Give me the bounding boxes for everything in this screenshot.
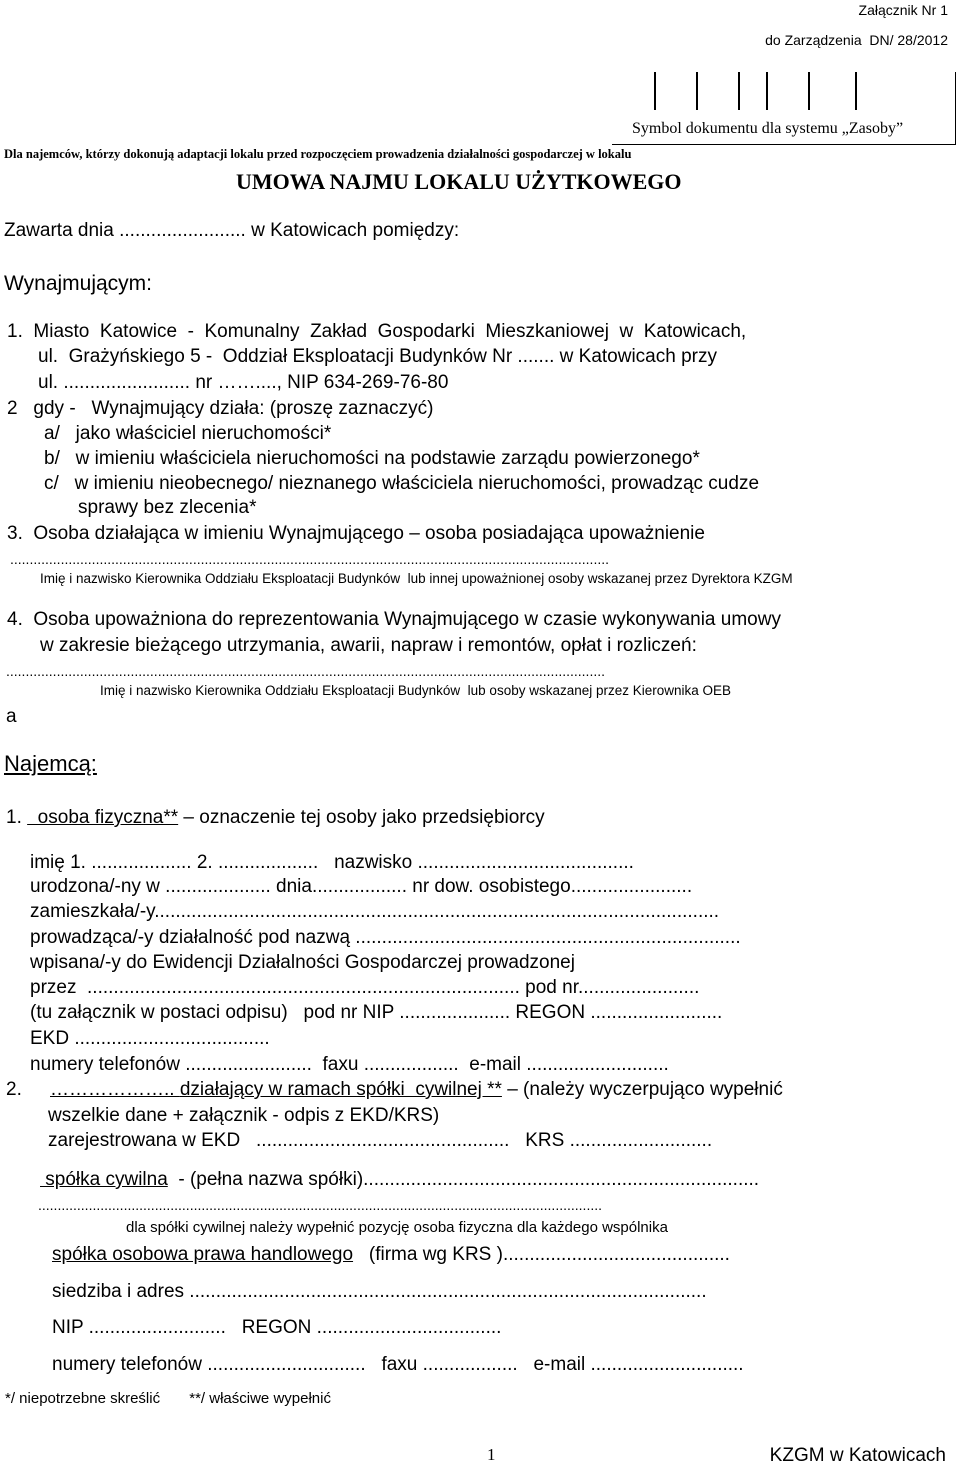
footer-organization: KZGM w Katowicach (769, 1445, 946, 1466)
landlord-option-a: a/ jako właściciel nieruchomości* (44, 423, 332, 444)
civil-partnership-note: dla spółki cywilnej należy wypełnić pozycję osoba fizyczna dla każdego wspólnika (126, 1219, 668, 1236)
tenant-point-2: ……………….. działający w ramach spółki cywilnej ** – (należy wyczerpująco wypełnić (50, 1079, 783, 1100)
landlord-line-6-cont: w zakresie bieżącego utrzymania, awarii, napraw i remontów, opłat i rozliczeń: (40, 635, 697, 656)
regulation-reference: do Zarządzenia DN/ 28/2012 (765, 32, 948, 48)
landlord-line-5: 3. Osoba działająca w imieniu Wynajmującego – osoba posiadająca upoważnienie (7, 523, 705, 544)
attachment-number: Załącznik Nr 1 (858, 2, 948, 18)
field-nip-regon: (tu załącznik w postaci odpisu) pod nr NIP ..................... REGON ......................... (30, 1002, 723, 1023)
field-ekd-krs: zarejestrowana w EKD ................................................ KRS ........................... (48, 1130, 713, 1151)
footnotes: */ niepotrzebne skreślić **/ właściwe wypełnić (5, 1390, 331, 1407)
document-symbol-label: Symbol dokumentu dla systemu „Zasoby” (632, 120, 904, 137)
caption-representative: Imię i nazwisko Kierownika Oddziału Eksploatacji Budynków lub osoby wskazanej przez Kierownika OEB (100, 683, 732, 698)
field-registry: wpisana/-y do Ewidencji Działalności Gospodarczej prowadzonej (30, 952, 575, 973)
commercial-partnership-line: spółka osobowa prawa handlowego (firma wg KRS )........................................... (52, 1244, 730, 1265)
landlord-line-4: 2 gdy - Wynajmujący działa: (proszę zaznaczyć) (7, 398, 434, 419)
field-ekd: EKD ..................................... (30, 1028, 270, 1049)
field-residence: zamieszkała/-y........................................................................................................... (30, 901, 720, 922)
field-name: imię 1. ................... 2. ................... nazwisko ......................................... (30, 852, 634, 873)
field-contacts-2: numery telefonów .............................. faxu .................. e-mail ............................. (52, 1354, 744, 1375)
caption-authorized-person: Imię i nazwisko Kierownika Oddziału Eksploatacji Budynków lub innej upoważnionej osoby wskazanej przez Dyrektora KZGM (40, 571, 793, 586)
field-registry-by: przez .................................................................................. pod nr....................... (30, 977, 700, 998)
tenant-point-2-num: 2. (6, 1079, 22, 1100)
field-birth: urodzona/-ny w .................... dnia.................. nr dow. osobistego....................... (30, 876, 693, 897)
conjunction-and: a (6, 706, 17, 727)
tenant-note: Dla najemców, którzy dokonują adaptacji lokalu przed rozpoczęciem prowadzenia działalności gospodarczej w lokalu (4, 147, 632, 161)
page-number: 1 (487, 1445, 496, 1464)
tenant-point-1: 1. osoba fizyczna** – oznaczenie tej osoby jako przedsiębiorcy (6, 807, 545, 828)
landlord-heading: Wynajmującym: (4, 272, 153, 295)
landlord-line-6: 4. Osoba upoważniona do reprezentowania Wynajmującego w czasie wykonywania umowy (7, 609, 781, 630)
landlord-option-b: b/ w imieniu właściciela nieruchomości na podstawie zarządu powierzonego* (44, 448, 700, 469)
dotted-line: .......................................................................................................................................................... (10, 552, 610, 566)
landlord-line-1: 1. Miasto Katowice - Komunalny Zakład Gospodarki Mieszkaniowej w Katowicach, (7, 321, 747, 342)
tenant-point-2-cont: wszelkie dane + załącznik - odpis z EKD/KRS) (48, 1105, 440, 1126)
landlord-option-c: c/ w imieniu nieobecnego/ nieznanego właściciela nieruchomości, prowadząc cudze (44, 473, 760, 494)
concluded-line: Zawarta dnia ........................ w Katowicach pomiędzy: (4, 220, 460, 241)
page-title: UMOWA NAJMU LOKALU UŻYTKOWEGO (236, 169, 682, 194)
tenant-heading: Najemcą: (4, 751, 97, 776)
landlord-line-3: ul. ........................ nr ……...., NIP 634-269-76-80 (38, 372, 449, 393)
dotted-line: .......................................................................................................................................................... (6, 664, 606, 678)
landlord-line-2: ul. Grażyńskiego 5 - Oddział Eksploatacji Budynków Nr ....... w Katowicach przy (38, 346, 717, 367)
field-business-name: prowadząca/-y działalność pod nazwą ......................................................................... (30, 927, 741, 948)
field-contacts: numery telefonów ........................ faxu .................. e-mail ........................... (30, 1054, 669, 1075)
civil-partnership-line: spółka cywilna - (pełna nazwa spółki)........................................................................... (40, 1169, 760, 1190)
field-seat-address: siedziba i adres .................................................................................................. (52, 1281, 707, 1302)
field-nip-regon-2: NIP .......................... REGON ................................... (52, 1317, 502, 1338)
dotted-line: ................................................................................................................................................. (38, 1198, 602, 1212)
landlord-option-c-cont: sprawy bez zlecenia* (78, 497, 257, 518)
